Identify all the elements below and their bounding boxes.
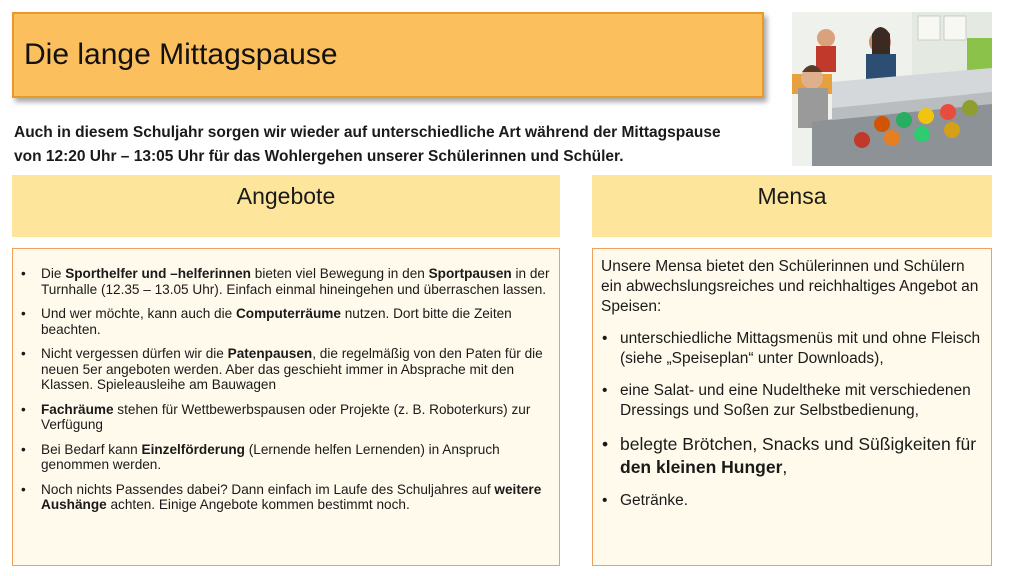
list-item: • Bei Bedarf kann Einzelförderung (Lernende helfen Lernenden) in Anspruch genommen werden. — [21, 441, 500, 472]
intro-text — [14, 121, 784, 169]
angebote-heading-box — [12, 175, 560, 237]
list-item: • eine Salat- und eine Nudeltheke mit verschiedenen Dressings und Soßen zur Selbstbedienung, — [602, 382, 971, 419]
list-item: • Fachräume stehen für Wettbewerbspausen oder Projekte (z. B. Roboterkurs) zur Verfügung — [21, 401, 531, 432]
canteen-photo — [792, 12, 992, 166]
list-item: • belegte Brötchen, Snacks und Süßigkeiten für den kleinen Hunger, — [602, 434, 977, 477]
mensa-heading: Mensa — [757, 183, 827, 209]
page-title: Die lange Mittagspause — [24, 38, 338, 71]
canteen-photo-illustration — [792, 12, 992, 166]
intro-line-1: Auch in diesem Schuljahr sorgen wir wieder auf unterschiedliche Art während der Mittagspause — [14, 124, 721, 141]
angebote-content-box — [12, 248, 560, 566]
list-item: • Noch nichts Passendes dabei? Dann einfach im Laufe des Schuljahres auf weitere Aushänge achten. Einige Angebote kommen bestimmt noch. — [21, 481, 542, 512]
title-banner — [12, 12, 764, 98]
mensa-content-box — [592, 248, 992, 566]
angebote-list — [13, 266, 559, 513]
list-item: • Nicht vergessen dürfen wir die Patenpausen, die regelmäßig von den Paten für die neuen 5er angeboten werden. Aber das geschieht immer in Absprache mit den Klassen. Spieleausleihe am Bauwagen — [21, 346, 543, 392]
list-item: • unterschiedliche Mittagsmenüs mit und ohne Fleisch (siehe „Speiseplan“ unter Downloads), — [602, 330, 981, 367]
intro-line-2: von 12:20 Uhr – 13:05 Uhr für das Wohlergehen unserer Schülerinnen und Schüler. — [14, 148, 624, 165]
list-item: • Getränke. — [602, 492, 689, 509]
mensa-intro: Unsere Mensa bietet den Schülerinnen und Schülern ein abwechslungsreiches und reichhaltiges Angebot an Speisen: — [601, 258, 979, 315]
mensa-heading-box — [592, 175, 992, 237]
mensa-list — [593, 329, 991, 511]
list-item: • Und wer möchte, kann auch die Computerräume nutzen. Dort bitte die Zeiten beachten. — [21, 306, 512, 337]
angebote-heading: Angebote — [236, 183, 336, 209]
list-item: • Die Sporthelfer und –helferinnen bieten viel Bewegung in den Sportpausen in der Turnhalle (12.35 – 13.05 Uhr). Einfach einmal hineingehen und überraschen lassen. — [21, 266, 550, 297]
